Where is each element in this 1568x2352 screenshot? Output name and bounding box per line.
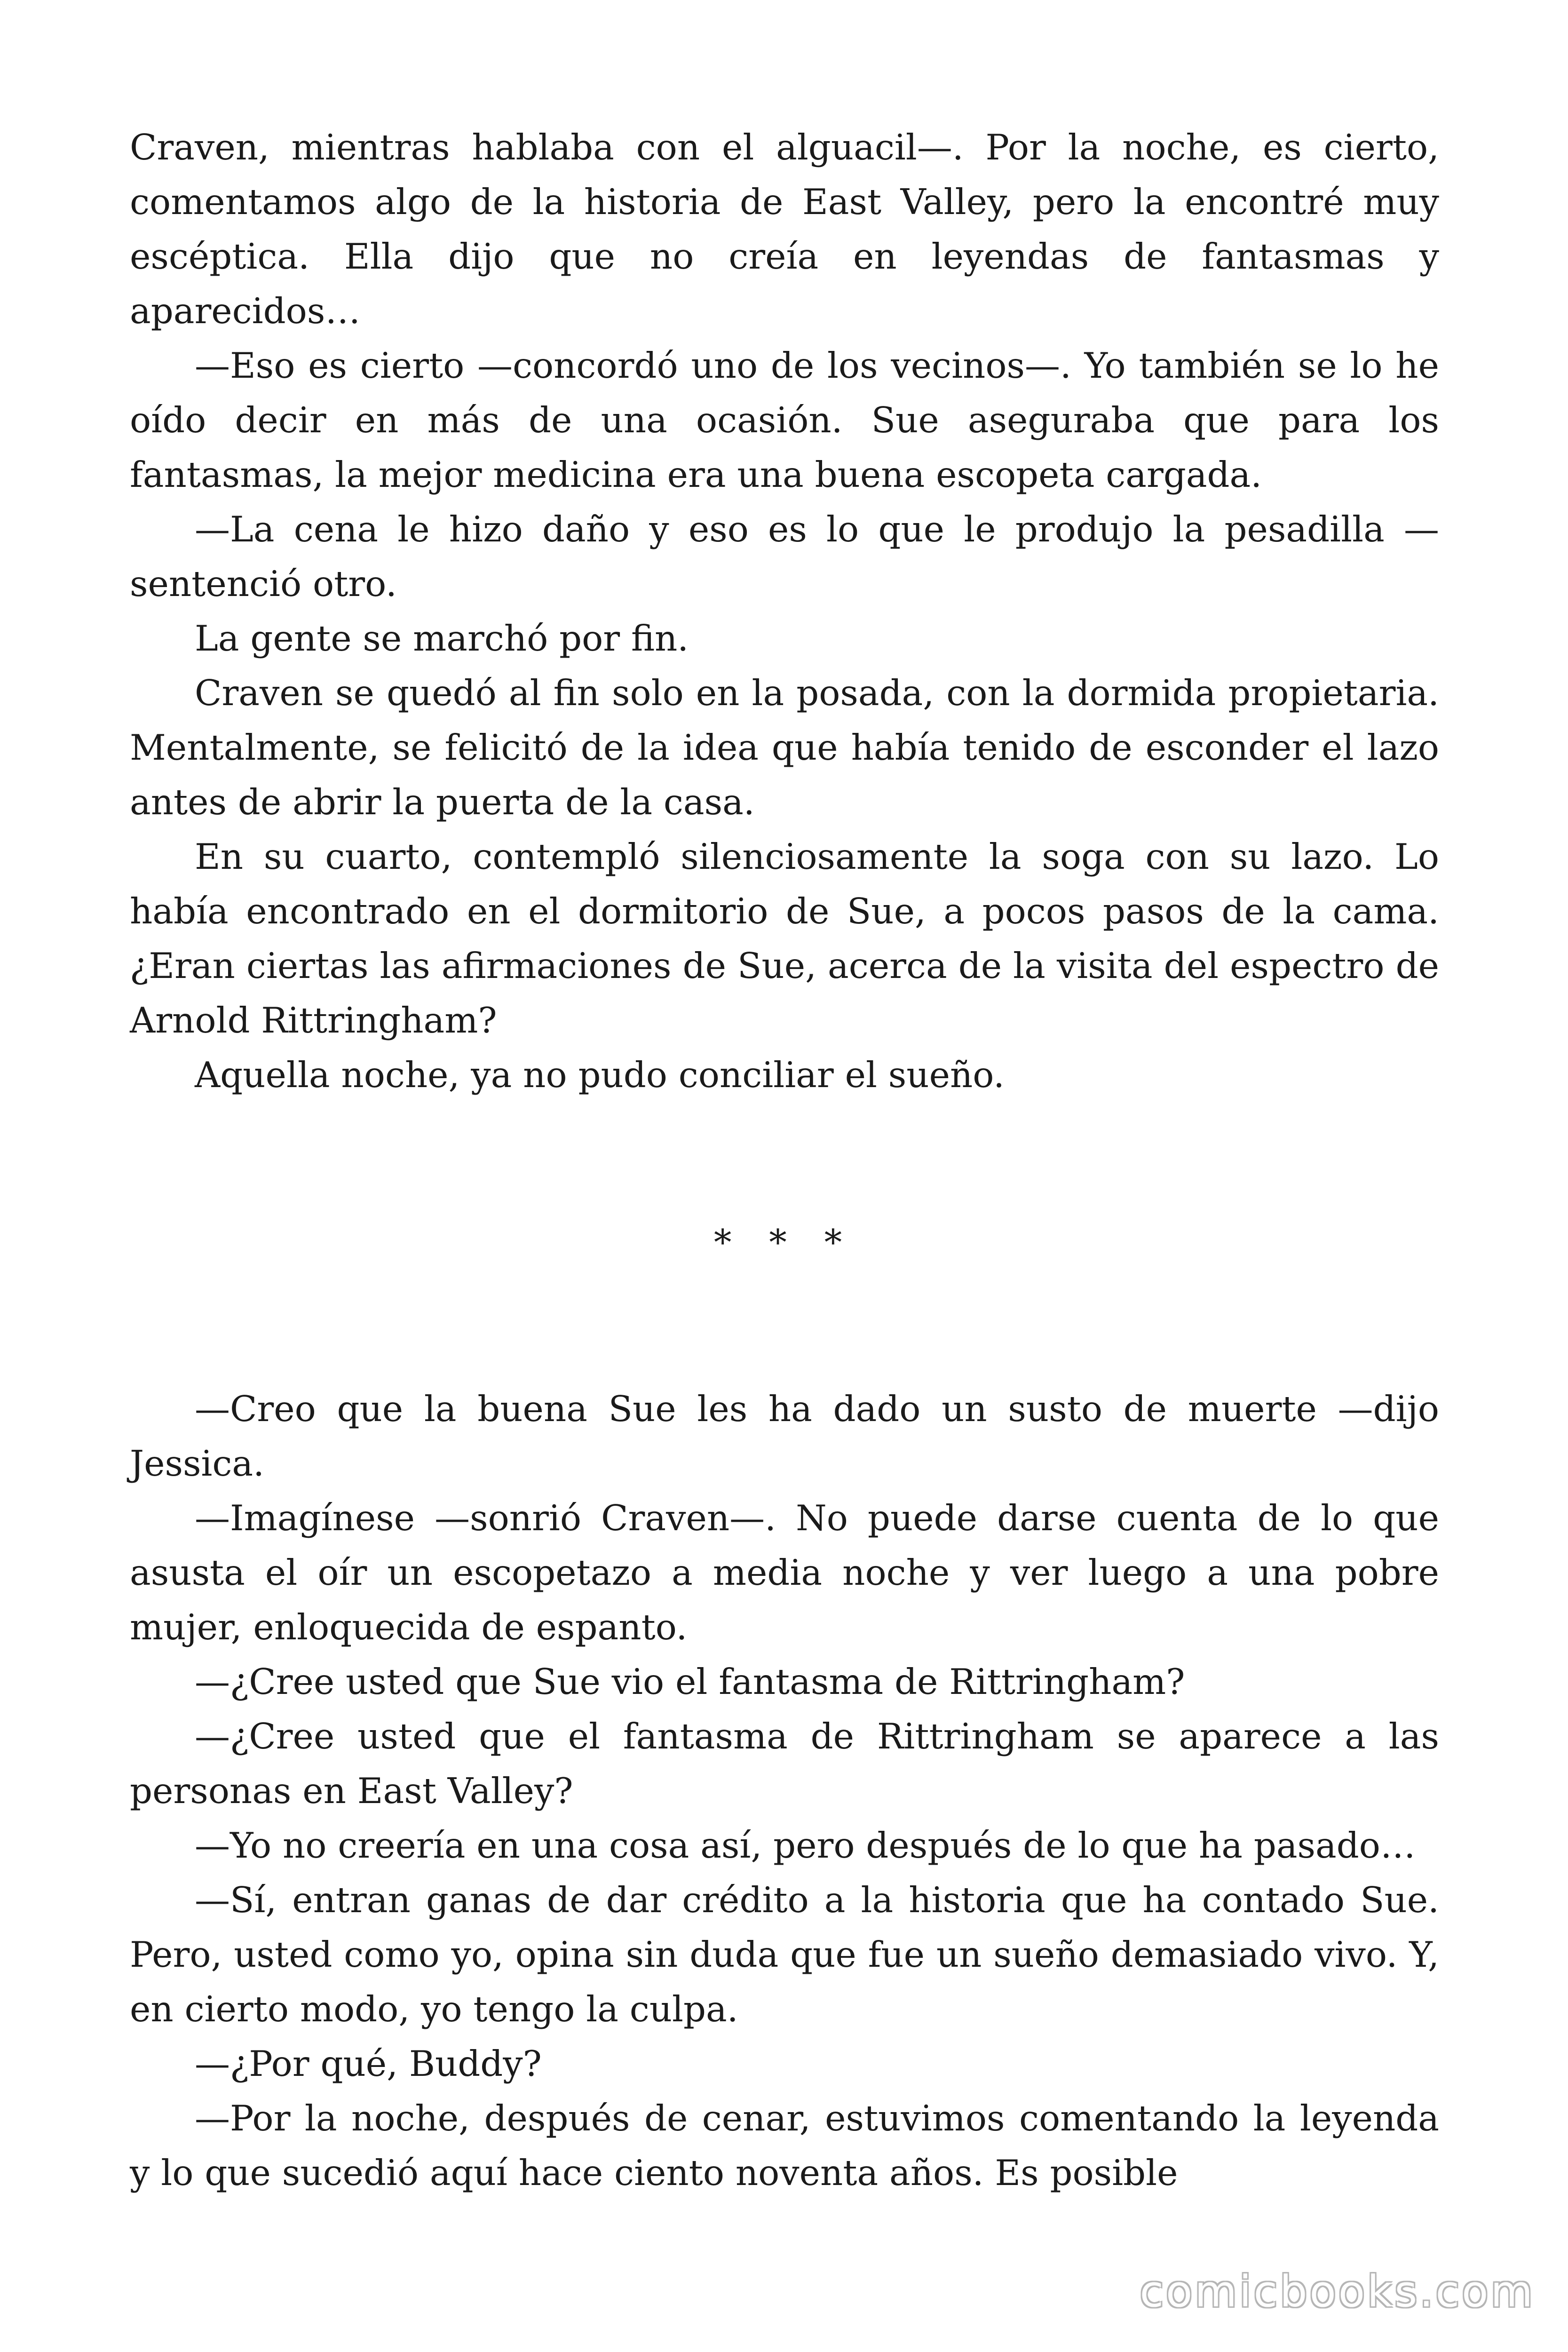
text-section-1: [130, 120, 1439, 1102]
scene-break-separator: * * *: [713, 1222, 855, 1263]
paragraph: —¿Cree usted que el fantasma de Rittringham se aparece a las personas en East Valley?: [130, 1716, 1439, 1812]
text-section-2: [130, 1382, 1439, 2200]
watermark-text: comicbooks.com: [1140, 2266, 1535, 2317]
paragraph: —Yo no creería en una cosa así, pero después de lo que ha pasado…: [195, 1825, 1416, 1866]
paragraph: La gente se marchó por fin.: [195, 618, 689, 659]
paragraph: —La cena le hizo daño y eso es lo que le produjo la pesadilla —sentenció otro.: [130, 509, 1439, 604]
paragraph: Craven, mientras hablaba con el alguacil—. Por la noche, es cierto, comentamos algo de la historia de East Valley, pero la encontré muy escéptica. Ella dijo que no creía en leyendas de fantasmas y aparecidos…: [130, 127, 1439, 332]
paragraph: —¿Cree usted que Sue vio el fantasma de Rittringham?: [195, 1661, 1185, 1702]
paragraph: —Eso es cierto —concordó uno de los vecinos—. Yo también se lo he oído decir en más de una ocasión. Sue aseguraba que para los fantasmas, la mejor medicina era una buena escopeta cargada.: [130, 345, 1439, 495]
paragraph: —Por la noche, después de cenar, estuvimos comentando la leyenda y lo que sucedió aquí hace ciento noventa años. Es posible: [130, 2098, 1439, 2193]
paragraph: —Creo que la buena Sue les ha dado un susto de muerte —dijo Jessica.: [130, 1388, 1439, 1484]
paragraph: —¿Por qué, Buddy?: [195, 2043, 542, 2084]
book-page: [130, 120, 1439, 2200]
paragraph: —Sí, entran ganas de dar crédito a la historia que ha contado Sue. Pero, usted como yo, opina sin duda que fue un sueño demasiado vivo. Y, en cierto modo, yo tengo la culpa.: [130, 1879, 1439, 2030]
paragraph: —Imagínese —sonrió Craven—. No puede darse cuenta de lo que asusta el oír un escopetazo a media noche y ver luego a una pobre mujer, enloquecida de espanto.: [130, 1497, 1439, 1648]
paragraph: En su cuarto, contempló silenciosamente la soga con su lazo. Lo había encontrado en el dormitorio de Sue, a pocos pasos de la cama. ¿Eran ciertas las afirmaciones de Sue, acerca de la visita del espectro de Arnold Rittringham?: [130, 836, 1439, 1041]
paragraph: Craven se quedó al fin solo en la posada, con la dormida propietaria. Mentalmente, se felicitó de la idea que había tenido de esconder el lazo antes de abrir la puerta de la casa.: [130, 672, 1439, 823]
paragraph: Aquella noche, ya no pudo conciliar el sueño.: [195, 1054, 1005, 1096]
